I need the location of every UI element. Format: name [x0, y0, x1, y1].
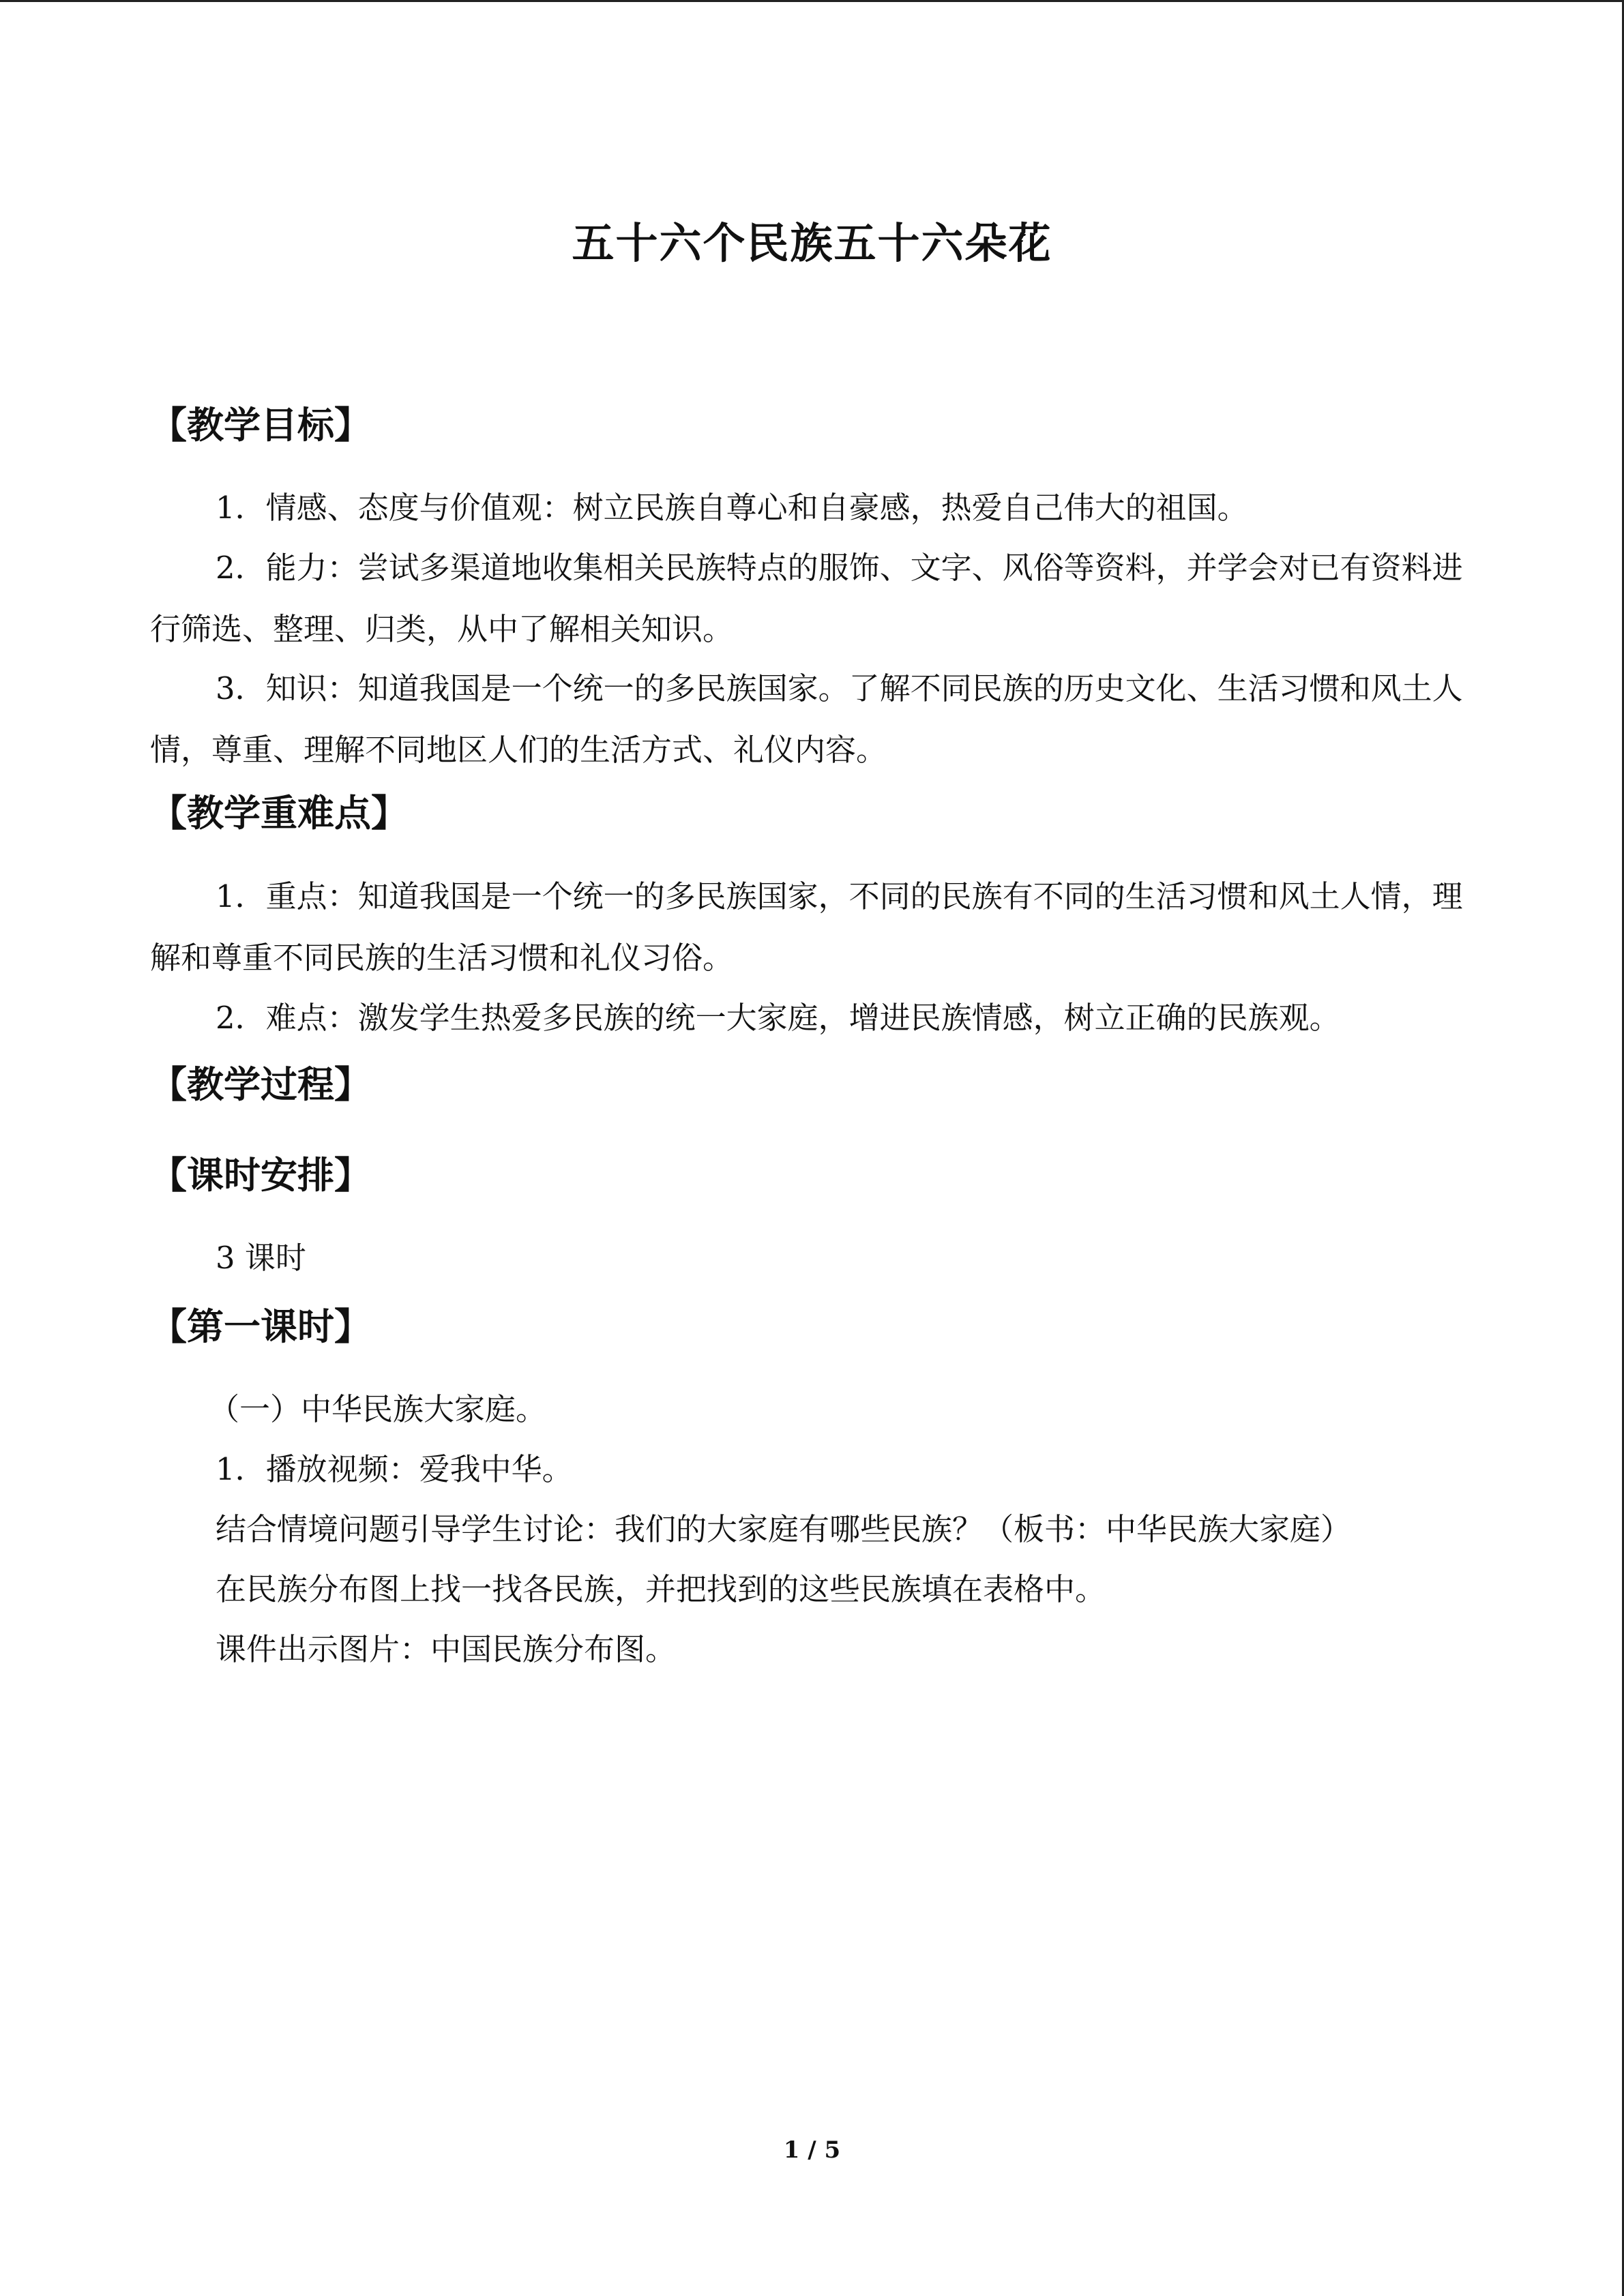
lesson-one-line-3: 结合情境问题引导学生讨论：我们的大家庭有哪些民族？（板书：中华民族大家庭）	[216, 1511, 1352, 1547]
objective-item-3: 3．知识：知道我国是一个统一的多民族国家。了解不同民族的历史文化、生活习惯和风土人情，尊重、理解不同地区人们的生活方式、礼仪内容。	[150, 670, 1463, 768]
top-border	[0, 0, 1624, 2]
schedule-text: 3 课时	[216, 1240, 306, 1276]
lesson-one-line-5: 课件出示图片：中国民族分布图。	[216, 1631, 677, 1667]
lesson-one-line-4: 在民族分布图上找一找各民族，并把找到的这些民族填在表格中。	[216, 1571, 1106, 1607]
page-indicator: 1 / 5	[783, 2136, 841, 2164]
page-title: 五十六个民族五十六朵花	[572, 218, 1052, 268]
lesson-one-line-1: （一）中华民族大家庭。	[209, 1391, 547, 1427]
lesson-one-line-2: 1．播放视频：爱我中华。	[216, 1451, 573, 1487]
objective-item-2: 2．能力：尝试多渠道地收集相关民族特点的服饰、文字、风俗等资料，并学会对已有资料进行筛选、整理、归类，从中了解相关知识。	[150, 550, 1463, 647]
objective-item-1: 1．情感、态度与价值观：树立民族自尊心和自豪感，热爱自己伟大的祖国。	[216, 490, 1248, 526]
heading-process: 【教学过程】	[150, 1062, 371, 1106]
heading-schedule: 【课时安排】	[150, 1153, 371, 1197]
heading-lesson-one: 【第一课时】	[150, 1304, 371, 1348]
key-point-item-1: 1．重点：知道我国是一个统一的多民族国家，不同的民族有不同的生活习惯和风土人情，理解和尊重不同民族的生活习惯和礼仪习俗。	[150, 878, 1463, 976]
heading-key-points: 【教学重难点】	[150, 791, 408, 835]
heading-objectives: 【教学目标】	[150, 403, 371, 447]
key-point-item-2: 2．难点：激发学生热爱多民族的统一大家庭，增进民族情感，树立正确的民族观。	[216, 1000, 1340, 1036]
